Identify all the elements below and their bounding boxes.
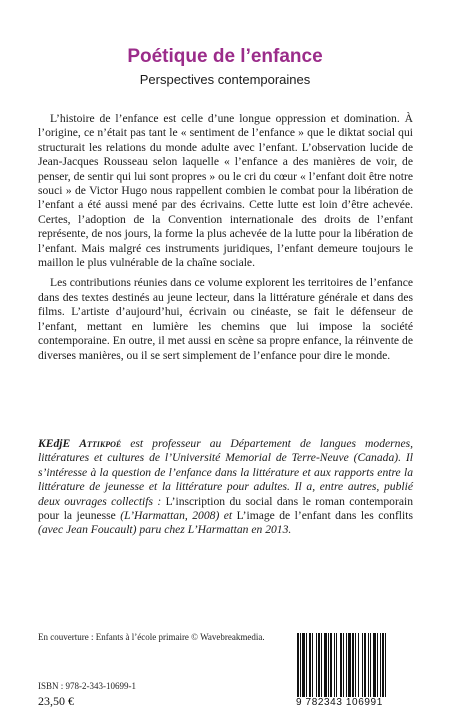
book-subtitle: Perspectives contemporaines — [139, 72, 311, 87]
barcode-bar — [380, 633, 381, 697]
barcode-bar — [306, 633, 307, 697]
barcode-bar — [321, 633, 322, 697]
work-publisher-2: (avec Jean Foucault) paru chez L’Harmattan en 2013. — [38, 523, 292, 537]
work-publisher-1: (L’Harmattan, 2008) — [115, 509, 224, 523]
blurb-paragraph-2: Les contributions réunies dans ce volume explorent les territoires de l’enfance dans des textes destinés au jeune lecteur, dans la littérature générale et dans des films. L’artiste d’aujourd’hui, écrivain ou cinéaste, se fait le défenseur de l’enfant, mettant en lumière les chemins que lui impose la société contemporaine. En outre, il met aussi en scène sa propre enfance, la réinvente de diverses manières, ou il se sert simplement de l’enfance pour dire le monde. — [38, 276, 413, 362]
barcode-bar — [358, 633, 359, 697]
barcode-bar — [324, 633, 327, 697]
barcode-bar — [318, 633, 320, 697]
barcode-bar — [355, 633, 356, 697]
barcode-bar — [312, 633, 313, 697]
conjunction: et — [223, 509, 237, 523]
barcode-bar — [377, 633, 378, 697]
barcode-bar — [334, 633, 335, 697]
barcode-bar — [346, 633, 347, 697]
barcode-bar — [302, 633, 305, 697]
barcode-bar — [382, 633, 384, 697]
work-title-2: L’image de l’enfant dans les conflits — [236, 509, 413, 523]
barcode-digits: 9 782343 106991 — [296, 697, 383, 708]
cover-credit: En couverture : Enfants à l’école primaire © Wavebreakmedia. — [38, 632, 265, 642]
blurb — [38, 112, 413, 369]
blurb-paragraph-1: L’histoire de l’enfance est celle d’une longue oppression et domination. À l’origine, ce n’était pas tant le « sentiment de l’enfance » que le diktat social qui structurait les relations du monde adulte avec l’enfant. L’observation lucide de Jean-Jacques Rousseau selon laquelle « l’enfance a des manières de voir, de penser, de sentir qui lui sont propres » ou le cri du cœur « l’enfant doit être notre souci » de Victor Hugo nous rappellent combien le combat pour la libération de l’enfant a été aussi mené par des écrivains. Cette lutte est loin d’être achevée. Certes, l’adoption de la Convention internationale des droits de l’enfant représente, de nos jours, la forme la plus achevée de la lutte pour la libération de l’enfant. Mais malgré ces instruments juridiques, l’enfant demeure toujours le maillon le plus vulnérable de la chaîne sociale. — [38, 112, 413, 270]
barcode-bar — [348, 633, 351, 697]
barcode-bar — [368, 633, 369, 697]
price: 23,50 € — [38, 694, 74, 708]
barcode-bar — [343, 633, 344, 697]
barcode-bar — [309, 633, 311, 697]
barcode — [296, 633, 416, 697]
author-last-name: Attikpoé — [79, 437, 122, 450]
barcode-bar — [297, 633, 299, 697]
book-title: Poétique de l’enfance — [127, 46, 323, 67]
barcode-bar — [362, 633, 363, 697]
work-title-1: L’inscription du social dans le roman contemporain pour la jeunesse — [38, 494, 413, 523]
barcode-bar — [316, 633, 317, 697]
isbn: ISBN : 978-2-343-10699-1 — [38, 681, 136, 691]
barcode-bar — [300, 633, 301, 697]
barcode-bar — [352, 633, 354, 697]
barcode-bar — [328, 633, 329, 697]
barcode-bar — [370, 633, 371, 697]
barcode-bar — [330, 633, 332, 697]
barcode-bar — [340, 633, 342, 697]
barcode-bar — [336, 633, 337, 697]
barcode-bar — [364, 633, 366, 697]
barcode-bar — [385, 633, 386, 697]
author-bio-text: est professeur au Département de langues modernes, littératures et cultures de l’Université Memorial de Terre-Neuve (Canada). Il s’intéresse à la question de l’enfance dans la littérature et aux rapports entre la littérature de jeunesse et la littérature pour adultes. Il a, entre autres, publié deux ouvrages collectifs : — [38, 437, 414, 508]
author-bio — [38, 437, 413, 538]
barcode-bars — [296, 633, 416, 697]
barcode-bar — [373, 633, 376, 697]
author-first-name: KEdjE — [38, 437, 71, 450]
